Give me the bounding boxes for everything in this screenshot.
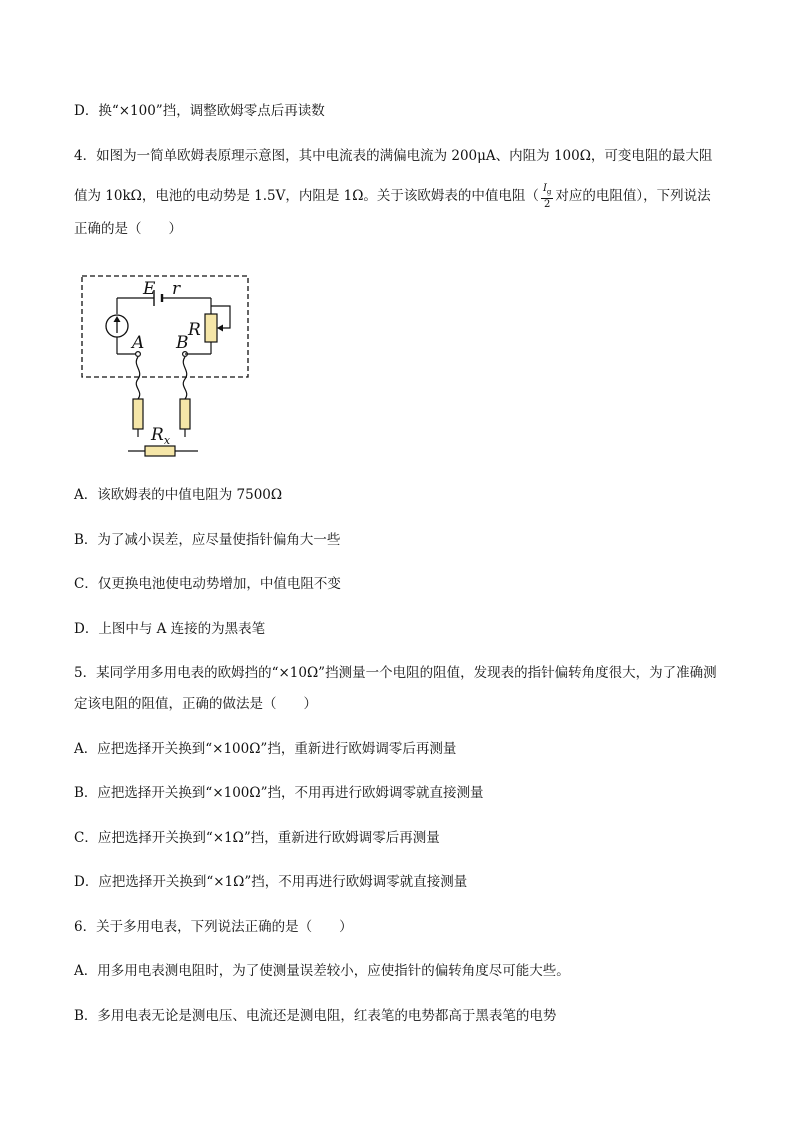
q5-option-d: D．应把选择开关换到“×1Ω”挡，不用再进行欧姆调零就直接测量	[74, 874, 468, 890]
q4-option-d: D．上图中与 A 连接的为黑表笔	[74, 621, 266, 637]
q4-option-b: B．为了减小误差，应尽量使指针偏角大一些	[74, 532, 341, 548]
q5-stem-line2: 定该电阻的阻值，正确的做法是（ ）	[74, 696, 317, 712]
q4-stem-line3: 正确的是（ ）	[74, 221, 182, 237]
label-variable-r: R	[188, 320, 201, 340]
q5-option-b: B．应把选择开关换到“×100Ω”挡，不用再进行欧姆调零就直接测量	[74, 785, 484, 801]
label-b: B	[176, 333, 189, 353]
q4-option-a: A．该欧姆表的中值电阻为 7500Ω	[74, 487, 283, 503]
q4-stem-line2-after: 对应的电阻值），下列说法	[555, 188, 711, 204]
label-e: E	[143, 279, 156, 299]
battery-wire	[117, 290, 211, 306]
q5-option-c: C．应把选择开关换到“×1Ω”挡，重新进行欧姆调零后再测量	[74, 830, 440, 846]
dashed-enclosure	[82, 276, 248, 377]
probe-b	[180, 399, 190, 429]
label-rx-main: R	[151, 425, 164, 445]
label-rx	[150, 425, 171, 447]
lead-wire-b	[183, 357, 186, 399]
q5-option-a: A．应把选择开关换到“×100Ω”挡，重新进行欧姆调零后再测量	[74, 741, 457, 757]
fraction-numerator: I	[542, 183, 547, 194]
q6-option-a: A．用多用电表测电阻时，为了使测量误差较小，应使指针的偏转角度尽可能大些。	[74, 963, 570, 979]
label-rx-sub: x	[163, 434, 171, 447]
q4-stem-line2-before: 值为 10kΩ，电池的电动势是 1.5V，内阻是 1Ω。关于该欧姆表的中值电阻（	[74, 188, 539, 204]
fraction-denominator: 2	[543, 199, 551, 210]
q6-option-b: B．多用电表无论是测电压、电流还是测电阻，红表笔的电势都高于黑表笔的电势	[74, 1008, 557, 1024]
label-r: r	[172, 279, 181, 299]
q4-stem-line1: 4．如图为一简单欧姆表原理示意图，其中电流表的满偏电流为 200μA、内阻为 100Ω，可变电阻的最大阻	[74, 148, 713, 164]
ohmmeter-circuit-diagram	[78, 270, 258, 465]
probe-a	[133, 399, 143, 429]
q4-option-c: C．仅更换电池使电动势增加，中值电阻不变	[74, 576, 341, 592]
fraction-ig-over-2	[541, 183, 553, 210]
rx-resistor	[128, 446, 198, 456]
fraction-numerator-sub: g	[546, 188, 552, 196]
q3-option-d: D．换“×100”挡，调整欧姆零点后再读数	[74, 103, 325, 119]
label-a: A	[132, 333, 145, 353]
q4-stem-line2	[74, 183, 711, 210]
lead-wire-a	[136, 357, 139, 399]
q6-stem: 6．关于多用电表，下列说法正确的是（ ）	[74, 919, 353, 935]
q5-stem-line1: 5．某同学用多用电表的欧姆挡的“×10Ω”挡测量一个电阻的阻值，发现表的指针偏转角度很大，为了准确测	[74, 665, 717, 681]
